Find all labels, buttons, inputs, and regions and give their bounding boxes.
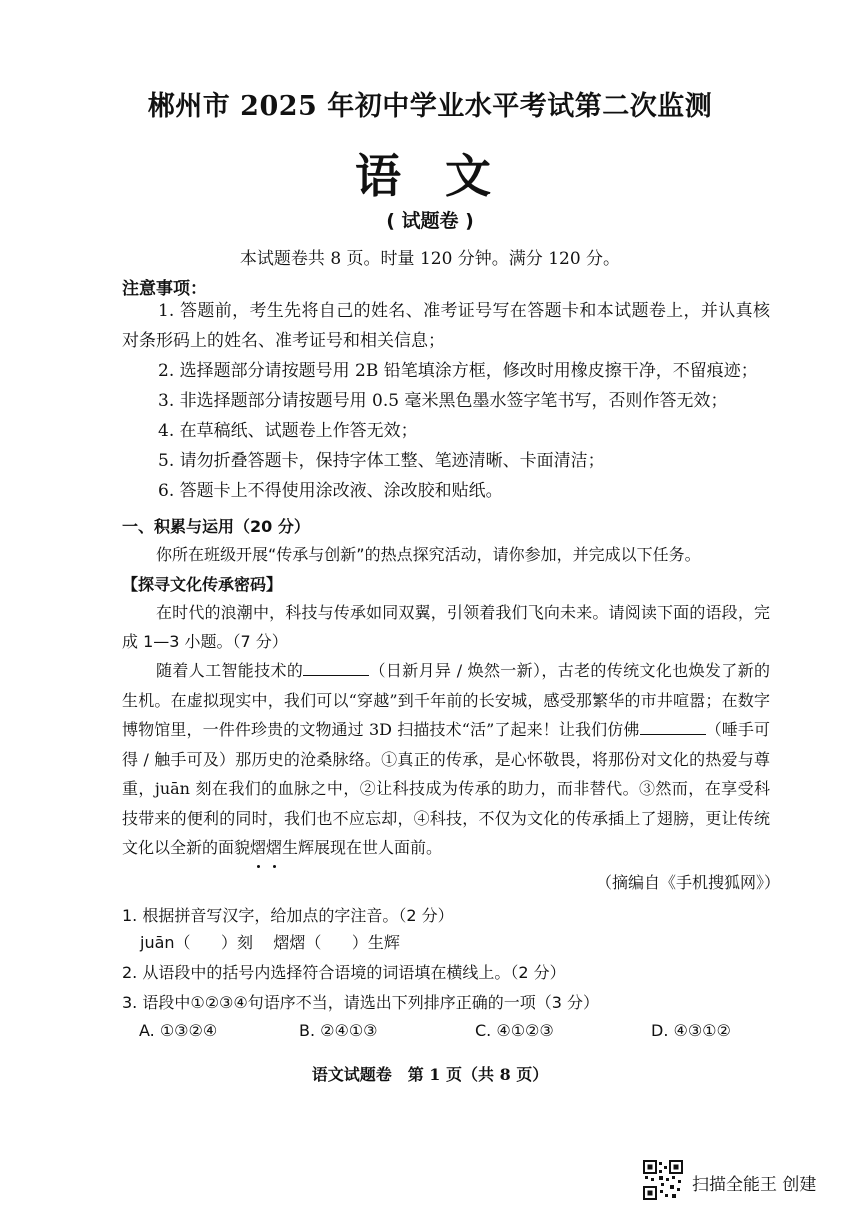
option-c: C. ④①②③ (475, 1021, 554, 1040)
reading-instruction: 在时代的浪潮中，科技与传承如同双翼，引领着我们飞向未来。请阅读下面的语段，完成 1—3 小题。（7 分） (122, 603, 770, 651)
watermark-text: 扫描全能王 创建 (692, 1175, 817, 1195)
passage-text: 生辉展现在世人面前。 (282, 838, 443, 857)
paper-type: ( 试题卷 ) (386, 210, 474, 232)
dotted-char: 熠 (266, 833, 282, 863)
option-a: A. ①③②④ (139, 1021, 218, 1040)
answer-blank (303, 661, 369, 676)
question-3: 3. 语段中①②③④句语序不当，请选出下列排序正确的一项（3 分） (122, 993, 599, 1012)
passage-source: （摘编自《手机搜狐网》） (595, 873, 780, 892)
exam-title: 郴州市 2025 年初中学业水平考试第二次监测 (147, 91, 713, 122)
qr-code-icon (643, 1160, 683, 1200)
notice-item: 1. 答题前，考生先将自己的姓名、准考证号写在答题卡和本试题卷上，并认真核对条形码上的姓名、准考证号和相关信息； (122, 301, 770, 351)
passage-text: （日新月异 / 焕然一新），古老的传统文化也焕发了新的生机。在虚拟现实中，我们可以“穿越”到千年前的长安城，感受那繁华的市井喧嚣；在数字博物馆里，一件件珍贵的文物通过 3D 扫描技术“活”了起来！让我们仿佛 (122, 661, 770, 739)
notice-item: 3. 非选择题部分请按题号用 0.5 毫米黑色墨水签字笔书写，否则作答无效； (158, 391, 728, 411)
section-intro: 你所在班级开展“传承与创新”的热点探究活动，请你参加，并完成以下任务。 (156, 545, 701, 564)
notice-title: 注意事项： (122, 279, 207, 299)
exam-info: 本试题卷共 8 页。时量 120 分钟。满分 120 分。 (239, 249, 621, 269)
passage-text: （唾手可得 / 触手可及）那历史的沧桑脉络。①真正的传承，是心怀敬畏，将那份对文化的热爱与尊重，juān 刻在我们的血脉之中，②让科技成为传承的助力，而非替代。③然而，在享受科技带来的便利的同时，我们也不应忘却，④科技，不仅为文化的传承插上了翅膀，更让传统文化以全新的面貌 (122, 720, 770, 857)
notice-item: 5. 请勿折叠答题卡，保持字体工整、笔迹清晰、卡面清洁； (158, 451, 605, 471)
passage-text: 随着人工智能技术的 (156, 661, 304, 680)
section-title: 一、积累与运用（20 分） (122, 517, 310, 536)
dotted-char: 熠 (250, 833, 266, 863)
answer-blank (640, 720, 706, 735)
notice-list (122, 296, 770, 506)
question-2: 2. 从语段中的括号内选择符合语境的词语填在横线上。（2 分） (122, 963, 566, 982)
page-footer: 语文试题卷 第 1 页（共 8 页） (311, 1065, 549, 1084)
option-d: D. ④③①② (651, 1021, 731, 1040)
option-b: B. ②④①③ (299, 1021, 378, 1040)
question-1: 1. 根据拼音写汉字，给加点的字注音。（2 分） (122, 906, 454, 925)
notice-item: 2. 选择题部分请按题号用 2B 铅笔填涂方框，修改时用橡皮擦干净，不留痕迹； (158, 361, 758, 381)
subsection-title: 【探寻文化传承密码】 (122, 575, 283, 594)
question-1-items: juān（ ）刻 熠熠（ ）生辉 (140, 933, 400, 952)
notice-item: 6. 答题卡上不得使用涂改液、涂改胶和贴纸。 (158, 481, 503, 501)
reading-passage (122, 656, 770, 863)
notice-item: 4. 在草稿纸、试题卷上作答无效； (158, 421, 418, 441)
subject-title: 语 文 (354, 149, 505, 203)
